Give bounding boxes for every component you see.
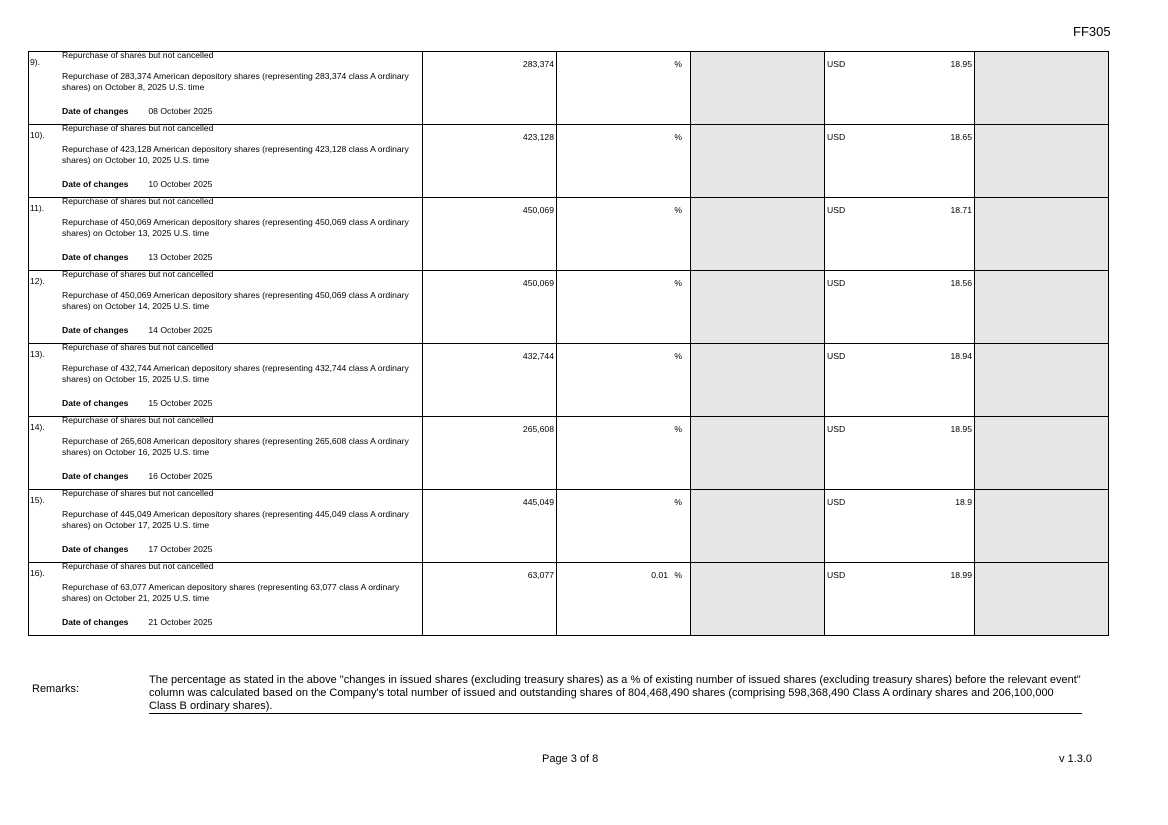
shares-cell: [423, 417, 557, 490]
currency-code: USD: [827, 59, 846, 69]
shaded-cell: [975, 563, 1109, 636]
table-row: [29, 52, 1109, 125]
date-value: 16 October 2025: [148, 471, 213, 481]
row-index: 9).: [30, 57, 41, 67]
price-value: 18.95: [950, 424, 972, 434]
form-code: FF305: [1073, 24, 1111, 39]
shaded-cell: [691, 52, 825, 125]
shares-value: 450,069: [522, 205, 554, 215]
date-line: [62, 398, 212, 409]
date-label: Date of changes: [62, 544, 129, 554]
currency-code: USD: [827, 424, 846, 434]
shaded-cell: [691, 198, 825, 271]
version-label: v 1.3.0: [1059, 753, 1093, 765]
percent-cell: [557, 52, 691, 125]
price-value: 18.99: [950, 570, 972, 580]
price-value: 18.95: [950, 59, 972, 69]
shares-value: 63,077: [527, 570, 554, 580]
date-line: [62, 617, 212, 628]
price-value: 18.9: [955, 497, 972, 507]
price-cell: [825, 563, 975, 636]
table-row: [29, 490, 1109, 563]
event-cell: [29, 198, 423, 271]
date-value: 14 October 2025: [148, 325, 213, 335]
date-value: 15 October 2025: [148, 398, 213, 408]
date-label: Date of changes: [62, 325, 129, 335]
shaded-cell: [691, 490, 825, 563]
price-cell: [825, 125, 975, 198]
event-type: Repurchase of shares but not cancelled: [62, 415, 214, 425]
event-description: Repurchase of 423,128 American depository shares (representing 423,128 class A ordinary shares) on October 10, 2025 U.S. time: [62, 144, 409, 165]
event-description: Repurchase of 63,077 American depository shares (representing 63,077 class A ordinary shares) on October 21, 2025 U.S. time: [62, 582, 400, 603]
table-row: [29, 198, 1109, 271]
date-value: 13 October 2025: [148, 252, 213, 262]
date-label: Date of changes: [62, 617, 129, 627]
currency-code: USD: [827, 132, 846, 142]
shares-cell: [423, 563, 557, 636]
percent-sign: %: [674, 132, 682, 142]
event-cell: [29, 125, 423, 198]
page-number: Page 3 of 8: [542, 753, 599, 765]
date-label: Date of changes: [62, 471, 129, 481]
currency-code: USD: [827, 351, 846, 361]
event-type: Repurchase of shares but not cancelled: [62, 269, 214, 279]
event-cell: [29, 563, 423, 636]
price-value: 18.65: [950, 132, 972, 142]
price-value: 18.71: [950, 205, 972, 215]
event-cell: [29, 490, 423, 563]
shares-cell: [423, 52, 557, 125]
shaded-cell: [691, 563, 825, 636]
event-cell: [29, 344, 423, 417]
price-cell: [825, 271, 975, 344]
price-cell: [825, 417, 975, 490]
date-label: Date of changes: [62, 398, 129, 408]
shaded-cell: [975, 52, 1109, 125]
event-type: Repurchase of shares but not cancelled: [62, 50, 214, 60]
event-description: Repurchase of 445,049 American depository shares (representing 445,049 class A ordinary shares) on October 17, 2025 U.S. time: [62, 509, 409, 530]
shares-value: 423,128: [522, 132, 554, 142]
event-description: Repurchase of 283,374 American depository shares (representing 283,374 class A ordinary shares) on October 8, 2025 U.S. time: [62, 71, 409, 92]
table-row: [29, 563, 1109, 636]
row-index: 16).: [30, 568, 45, 578]
table-row: [29, 417, 1109, 490]
date-value: 21 October 2025: [148, 617, 213, 627]
row-index: 11).: [30, 203, 45, 213]
remarks-label: Remarks:: [32, 683, 80, 695]
shaded-cell: [691, 271, 825, 344]
percent-cell: [557, 125, 691, 198]
shares-value: 265,608: [522, 424, 554, 434]
price-cell: [825, 52, 975, 125]
percent-cell: [557, 563, 691, 636]
percent-sign: %: [674, 59, 682, 69]
currency-code: USD: [827, 497, 846, 507]
price-cell: [825, 490, 975, 563]
date-value: 17 October 2025: [148, 544, 213, 554]
currency-code: USD: [827, 278, 846, 288]
event-type: Repurchase of shares but not cancelled: [62, 561, 214, 571]
shaded-cell: [975, 198, 1109, 271]
shaded-cell: [975, 125, 1109, 198]
shaded-cell: [975, 417, 1109, 490]
event-description: Repurchase of 450,069 American depository shares (representing 450,069 class A ordinary shares) on October 13, 2025 U.S. time: [62, 217, 409, 238]
currency-code: USD: [827, 570, 846, 580]
event-type: Repurchase of shares but not cancelled: [62, 196, 214, 206]
shaded-cell: [975, 490, 1109, 563]
table-row: [29, 344, 1109, 417]
row-index: 15).: [30, 495, 45, 505]
event-type: Repurchase of shares but not cancelled: [62, 342, 214, 352]
shares-value: 450,069: [522, 278, 554, 288]
price-cell: [825, 344, 975, 417]
remarks-text: The percentage as stated in the above "changes in issued shares (excluding treasury shares) as a % of existing number of issued shares (excluding treasury shares) before the relevant event" column was calculated based on the Company's total number of issued and outstanding shares of 804,468,490 shares (comprising 598,368,490 Class A ordinary shares and 206,100,000 Class B ordinary shares).: [149, 674, 1081, 712]
event-description: Repurchase of 450,069 American depository shares (representing 450,069 class A ordinary shares) on October 14, 2025 U.S. time: [62, 290, 409, 311]
percent-sign: %: [674, 278, 682, 288]
shares-value: 283,374: [522, 59, 554, 69]
event-cell: [29, 417, 423, 490]
date-label: Date of changes: [62, 106, 129, 116]
row-index: 12).: [30, 276, 45, 286]
shares-cell: [423, 490, 557, 563]
row-index: 14).: [30, 422, 45, 432]
shares-value: 432,744: [522, 351, 554, 361]
event-description: Repurchase of 432,744 American depository shares (representing 432,744 class A ordinary shares) on October 15, 2025 U.S. time: [62, 363, 409, 384]
row-index: 10).: [30, 130, 45, 140]
percent-cell: [557, 344, 691, 417]
percent-cell: [557, 490, 691, 563]
date-value: 08 October 2025: [148, 106, 213, 116]
date-line: [62, 471, 212, 482]
shares-cell: [423, 125, 557, 198]
row-index: 13).: [30, 349, 45, 359]
date-line: [62, 106, 212, 117]
date-line: [62, 252, 212, 263]
date-line: [62, 325, 212, 336]
event-cell: [29, 271, 423, 344]
percent-sign: %: [674, 570, 682, 580]
shaded-cell: [691, 125, 825, 198]
shares-cell: [423, 344, 557, 417]
shares-value: 445,049: [522, 497, 554, 507]
share-changes-table: [28, 51, 1109, 636]
price-value: 18.56: [950, 278, 972, 288]
shaded-cell: [691, 344, 825, 417]
event-description: Repurchase of 265,608 American depository shares (representing 265,608 class A ordinary shares) on October 16, 2025 U.S. time: [62, 436, 409, 457]
percent-sign: %: [674, 424, 682, 434]
percent-sign: %: [674, 351, 682, 361]
share-changes-table-body: [29, 52, 1109, 636]
percent-cell: [557, 198, 691, 271]
date-line: [62, 544, 212, 555]
percent-value: 0.01: [651, 570, 668, 580]
shaded-cell: [975, 344, 1109, 417]
date-label: Date of changes: [62, 179, 129, 189]
price-value: 18.94: [950, 351, 972, 361]
table-row: [29, 125, 1109, 198]
shaded-cell: [691, 417, 825, 490]
shares-cell: [423, 198, 557, 271]
event-cell: [29, 52, 423, 125]
price-cell: [825, 198, 975, 271]
table-row: [29, 271, 1109, 344]
event-type: Repurchase of shares but not cancelled: [62, 488, 214, 498]
percent-cell: [557, 417, 691, 490]
date-line: [62, 179, 212, 190]
date-value: 10 October 2025: [148, 179, 213, 189]
shaded-cell: [975, 271, 1109, 344]
percent-sign: %: [674, 205, 682, 215]
event-type: Repurchase of shares but not cancelled: [62, 123, 214, 133]
percent-cell: [557, 271, 691, 344]
date-label: Date of changes: [62, 252, 129, 262]
percent-sign: %: [674, 497, 682, 507]
currency-code: USD: [827, 205, 846, 215]
shares-cell: [423, 271, 557, 344]
